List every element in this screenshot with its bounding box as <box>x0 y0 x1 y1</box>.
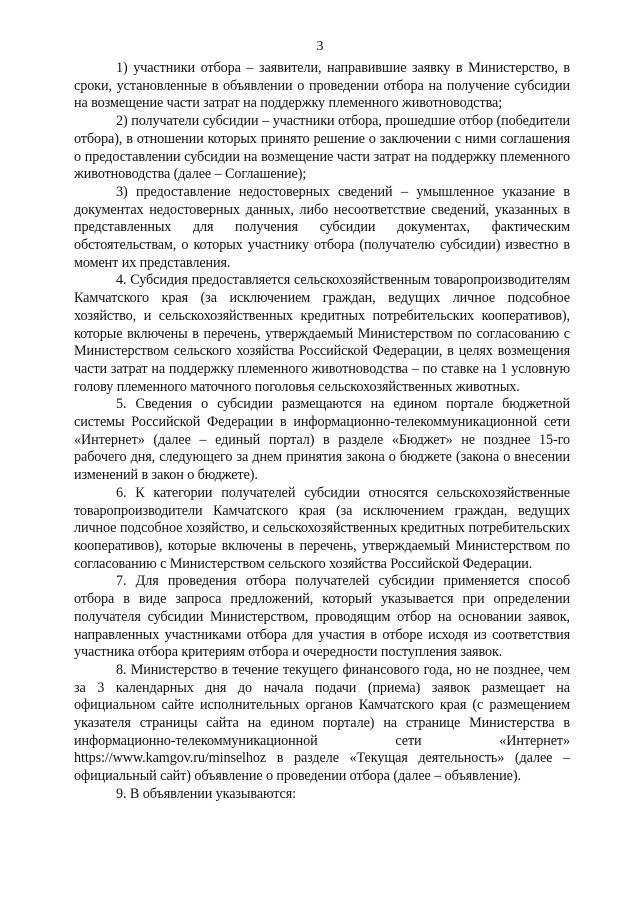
paragraph-6-category: 6. К категории получателей субсидии относятся сельскохозяйственные товаропроизводители Камчатского края (за исключением граждан, ведущих личное подсобное хозяйство, и сельскохозяйственных кредитных потребительских кооперативов), которые включены в перечень, утверждаемый Министерством по согласованию с Министерством сельского хозяйства Российской Федерации. <box>74 484 570 572</box>
paragraph-participants: 1) участники отбора – заявители, направившие заявку в Министерство, в сроки, установленные в объявлении о проведении отбора на получение субсидии на возмещение части затрат на поддержку племенного животноводства; <box>74 60 570 112</box>
page-number: 3 <box>316 39 324 54</box>
paragraph-false-info: 3) предоставление недостоверных сведений – умышленное указание в документах недостоверных данных, либо несоответствие сведений, указанных в представленных для получения субсидии документах, фактическим обстоятельствам, о которых участнику отбора (получателю субсидии) известно в момент их представления. <box>74 183 570 271</box>
paragraph-7-selection: 7. Для проведения отбора получателей субсидии применяется способ отбора в виде запроса предложений, который указывается при определении получателя субсидии Министерством, проводящим отбор на основании заявок, направленных участниками отбора для участия в отборе исходя из соответствия участника отбора критериям отбора и очередности поступления заявок. <box>74 573 570 661</box>
paragraph-5-portal: 5. Сведения о субсидии размещаются на едином портале бюджетной системы Российской Федерации в информационно-телекоммуникационной сети «Интернет» (далее – единый портал) в разделе «Бюджет» не позднее 15-го рабочего дня, следующего за днем принятия закона о бюджете (закона о внесении изменений в закон о бюджете). <box>74 396 570 484</box>
paragraph-recipients: 2) получатели субсидии – участники отбора, прошедшие отбор (победители отбора), в отношении которых принято решение о заключении с ними соглашения о предоставлении субсидии на возмещение части затрат на поддержку племенного животноводства (далее – Соглашение); <box>74 113 570 183</box>
document-body <box>74 60 570 804</box>
paragraph-4-subsidy: 4. Субсидия предоставляется сельскохозяйственным товаропроизводителям Камчатского края (за исключением граждан, ведущих личное подсобное хозяйство, и сельскохозяйственных кредитных потребительских кооперативов), которые включены в перечень, утверждаемый Министерством по согласованию с Министерством сельского хозяйства Российской Федерации, в целях возмещения части затрат на поддержку племенного животноводства – по ставке на 1 условную голову племенного маточного поголовья сельскохозяйственных животных. <box>74 272 570 395</box>
paragraph-9-announcement-contents: 9. В объявлении указываются: <box>116 785 296 802</box>
paragraph-8-announcement: 8. Министерство в течение текущего финансового года, но не позднее, чем за 3 календарных дня до начала подачи (приема) заявок размещает на официальном сайте исполнительных органов Камчатского края (с размещением указателя страницы сайта на едином портале) на странице Министерства в информационно-телекоммуникационной сети «Интернет» https://www.kamgov.ru/minselhoz в разделе «Текущая деятельность» (далее – официальный сайт) объявление о проведении отбора (далее – объявление). <box>74 661 570 785</box>
